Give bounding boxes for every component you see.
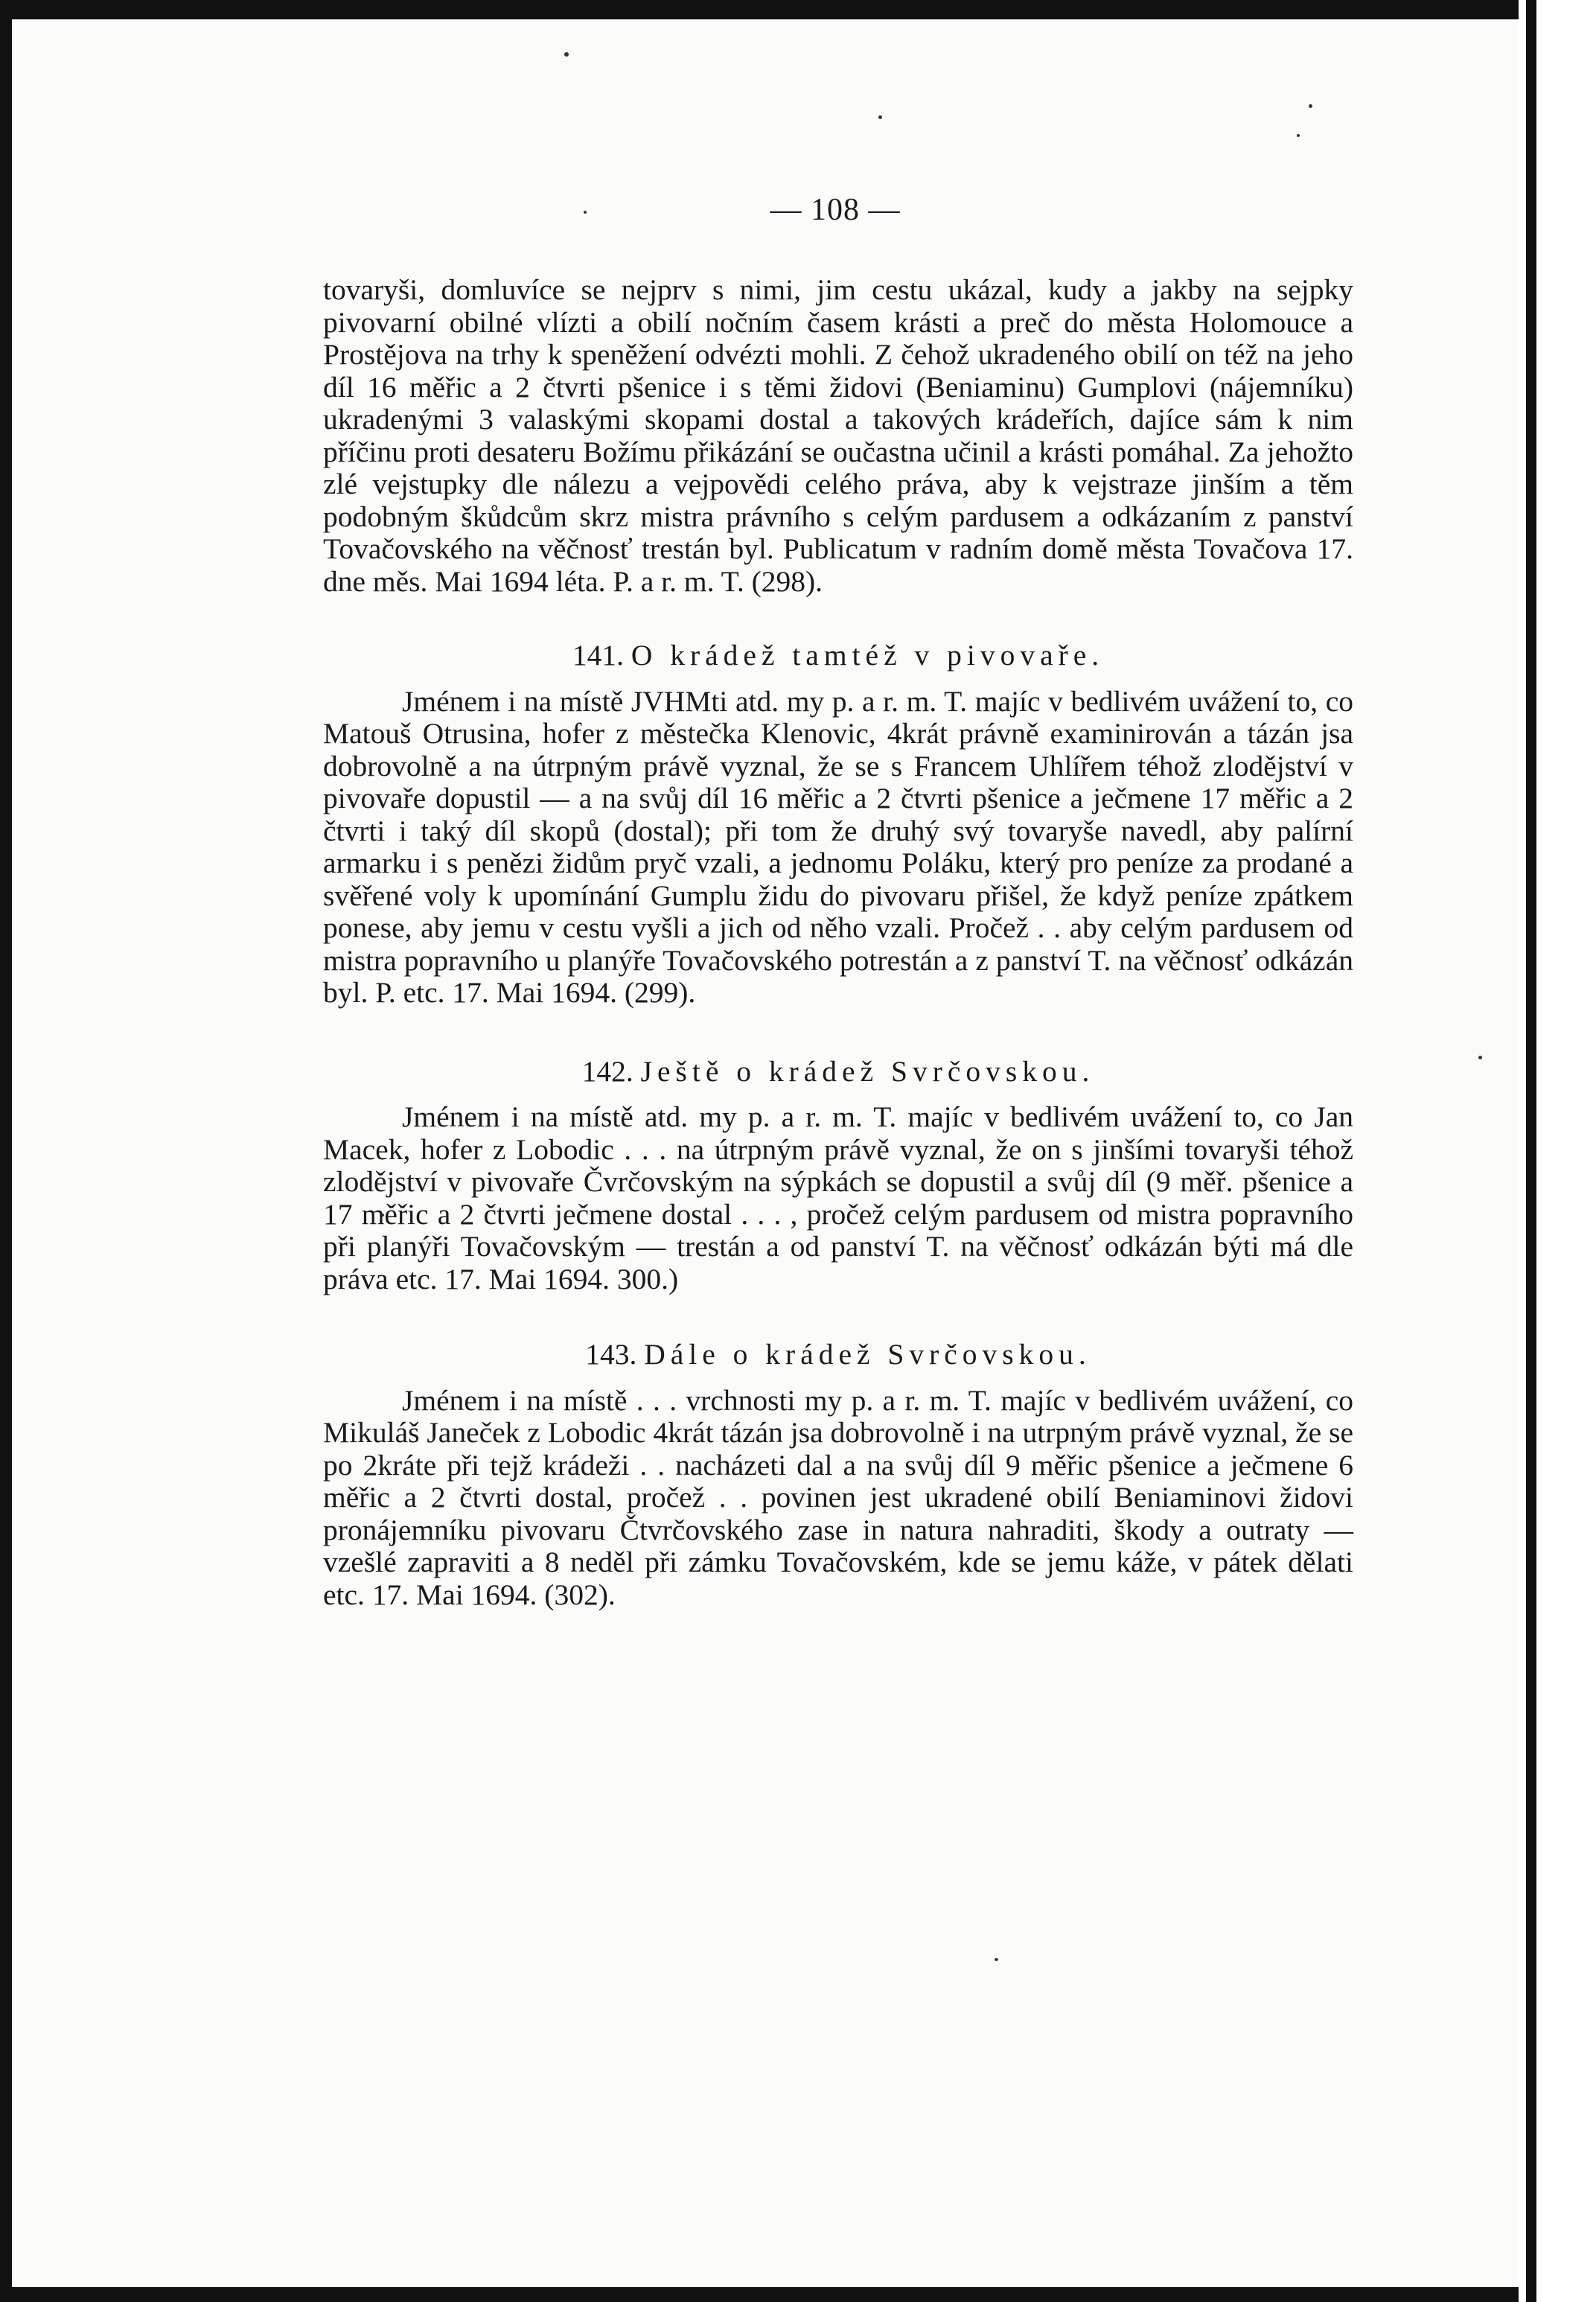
- scan-speck: [995, 1958, 998, 1961]
- section-title: Dále o krádež Svrčovskou.: [644, 1338, 1091, 1371]
- section-heading: [323, 1056, 1353, 1088]
- scan-speck: [1309, 104, 1312, 108]
- section-heading: [323, 1339, 1353, 1371]
- section-number: 142.: [581, 1054, 633, 1088]
- page-number: — 108 —: [770, 193, 901, 227]
- scan-speck: [564, 52, 569, 57]
- scan-speck: [1297, 134, 1300, 137]
- section-heading: [323, 640, 1353, 672]
- page-text: [323, 274, 1353, 1611]
- section-number: 143.: [585, 1338, 637, 1371]
- section-paragraph: Jménem i na místě . . . vrchnosti my p. a r. m. T. majíc v bedlivém uvážení, co Mikuláš Janeček z Lobodic 4krát tázán jsa dobrovolně i na utrpným právě vyznal, že se po 2kráte při tejž krádeži . . nacházeti dal a na svůj díl 9 měřic pšenice a ječmene 6 měřic a 2 čtvrti dostal, pročež . . povinen jest ukradené obilí Beniaminovi židovi pronájemníku pivovaru Čtvrčovského zase in natura nahraditi, škody a outraty — vzešlé zapraviti a 8 neděl při zámku Tovačovském, kde se jemu káže, v pátek dělati etc. 17. Mai 1694. (302).: [323, 1383, 1353, 1611]
- section-title: O krádež tamtéž v pivovaře.: [631, 639, 1105, 672]
- scan-speck: [878, 115, 882, 119]
- section-number: 141.: [572, 639, 624, 672]
- page-edge-rule: [1526, 0, 1536, 2302]
- section-paragraph: Jménem i na místě JVHMti atd. my p. a r. m. T. majíc v bedlivém uvážení to, co Matouš Otrusina, hofer z městečka Klenovic, 4krát právně examinirován a tázán jsa dobrovolně a na útrpným právě vyznal, že se s Francem Uhlířem téhož zlodějství v pivovaře dopustil — a na svůj díl 16 měřic a 2 čtvrti pšenice a ječmene 17 měřic a 2 čtvrti i taký díl skopů (dostal); při tom že druhý svý tovaryše navedl, aby palírní armarku i s penězi židům pryč vzali, a jednomu Poláku, který pro peníze za prodané a svěřené voly k upomínání Gumplu židu do pivovaru přišel, že když peníze zpátkem ponese, aby jemu v cestu vyšli a jich od něho vzali. Pročež . . aby celým pardusem od mistra popravního u planýře Tovačovského potrestán a z panství T. na věčnosť odkázán byl. P. etc. 17. Mai 1694. (299).: [323, 684, 1353, 1009]
- opening-paragraph: tovaryši, domluvíce se nejprv s nimi, jim cestu ukázal, kudy a jakby na sejpky pivovarní obilné vlízti a obilí nočním časem krásti a preč do města Holomouce a Prostějova na trhy k speněžení odvézti mohli. Z čehož ukradeného obilí on též na jeho díl 16 měřic a 2 čtvrti pšenice i s těmi židovi (Beniaminu) Gumplovi (nájemníku) ukradenými 3 valaskými skopami dostal a takových krádeřích, dajíce sám k nim příčinu proti desateru Božímu přikázání se oučastna učinil a krásti pomáhal. Za jehožto zlé vejstupky dle nálezu a vejpovědi celého práva, aby k vejstraze jinším a těm podobným škůdcům skrz mistra právního s celým pardusem a odkázaním z panství Tovačovského na věčnosť trestán byl. Publicatum v radním domě města Tovačova 17. dne měs. Mai 1694 léta. P. a r. m. T. (298).: [323, 273, 1353, 598]
- section-title: Ještě o krádež Svrčovskou.: [640, 1054, 1095, 1088]
- section-paragraph: Jménem i na místě atd. my p. a r. m. T. majíc v bedlivém uvážení to, co Jan Macek, hofer z Lobodic . . . na útrpným právě vyznal, že on s jinšími tovaryši téhož zlodějství v pivovaře Čvrčovským na sýpkách se dopustil a svůj díl (9 měř. pšenice a 17 měřic a 2 čtvrti ječmene dostal . . . , pročež celým pardusem od mistra popravního při planýři Tovačovským — trestán a od panství T. na věčnosť odkázán býti má dle práva etc. 17. Mai 1694. 300.): [323, 1100, 1353, 1295]
- scan-speck: [1478, 1056, 1482, 1059]
